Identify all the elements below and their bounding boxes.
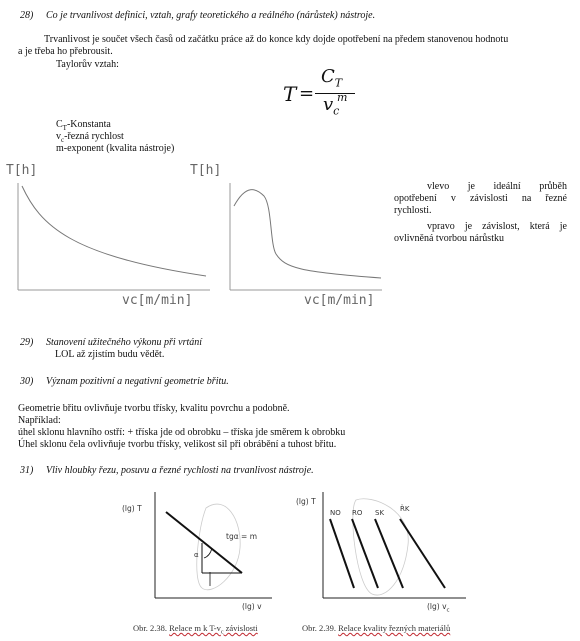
formula-denominator: $v_c$ [323, 94, 340, 118]
q30-line4: Úhel sklonu čela ovlivňuje tvorbu třísky, velikost sil při obrábění a tuhost břitu. [18, 439, 337, 450]
q31-number: 31) [20, 465, 34, 476]
formula-lhs: T [283, 82, 297, 106]
q29-title: Stanovení užitečného výkonu při vrtání [46, 337, 203, 348]
side-text-5: ovlivněná tvorbou nárůstku [394, 233, 504, 244]
fig2-label-RK: ŘK [400, 505, 410, 513]
formula-exponent: m [337, 91, 348, 104]
legend-ct: $C_T$-Konstanta [56, 119, 111, 132]
fig2-label-SK: SK [375, 509, 385, 517]
q28-title: Co je trvanlivost definici, vztah, grafy teoretického a reálného (nárůstek) nástroje. [46, 10, 376, 21]
formula-equals: = [299, 83, 315, 104]
legend-vc: $v_c$-řezná rychlost [56, 131, 124, 144]
q29-number: 29) [20, 337, 34, 348]
graph2-xlabel: vc[m/min] [304, 293, 375, 308]
fig2-label-NO: NO [330, 509, 341, 517]
fig2-label-RO: RO [352, 509, 363, 517]
side-text-2: opotřebení v závislosti na řezné [394, 193, 567, 204]
formula-numerator: $C_T$ [321, 66, 343, 90]
q28-paragraph-line1: Trvanlivost je součet všech časů od začátku práce až do konce kdy dojde opotřebení na předem stanovenou hodnotu [44, 34, 509, 45]
q30-number: 30) [20, 376, 34, 387]
side-text-1: vlevo je ideální průběh [427, 181, 567, 192]
graph1-xlabel: vc[m/min] [122, 293, 193, 308]
q28-number: 28) [20, 10, 34, 21]
graph1-ylabel: T[h] [6, 163, 38, 178]
fig1-xlabel: (lg) v [242, 602, 262, 611]
q28-paragraph-line2: a je třeba ho přebrousit. [18, 46, 113, 57]
legend-m: m-exponent (kvalita nástroje) [56, 143, 175, 154]
fig2-ylabel: (lg) T [296, 497, 316, 506]
fig1-alpha: α [194, 551, 199, 559]
q31-title: Vliv hloubky řezu, posuvu a řezné rychlosti na trvanlivost nástroje. [46, 465, 314, 476]
taylor-label: Taylorův vztah: [56, 59, 119, 70]
q30-line1: Geometrie břitu ovlivňuje tvorbu třísky, kvalitu povrchu a podobně. [18, 403, 290, 414]
side-text-3: rychlosti. [394, 205, 432, 216]
graph2-ylabel: T[h] [190, 163, 222, 178]
fig2-line-NO [330, 519, 354, 588]
fig1-ylabel: (lg) T [122, 504, 142, 513]
fig2-line-SK [375, 519, 403, 588]
q29-text: LOL až zjistím budu vědět. [55, 349, 165, 360]
fig1-annotation: tgα = m [226, 532, 258, 541]
q30-line2: Například: [18, 415, 61, 426]
q30-title: Význam pozitivní a negativní geometrie břitu. [46, 376, 229, 387]
side-text-4: vpravo je závislost, která je [427, 221, 567, 232]
fig2-caption: Obr. 2.39. Relace kvality řezných materiálů [302, 623, 451, 633]
fig2-xlabel: (lg) $v_c$ [427, 602, 450, 614]
q30-line3: úhel sklonu hlavního ostří: + tříska jde od obrobku – tříska jde směrem k obrobku [18, 427, 346, 438]
fig1-caption: Obr. 2.38. Relace m k $T-v_c$ závislosti [133, 623, 258, 636]
